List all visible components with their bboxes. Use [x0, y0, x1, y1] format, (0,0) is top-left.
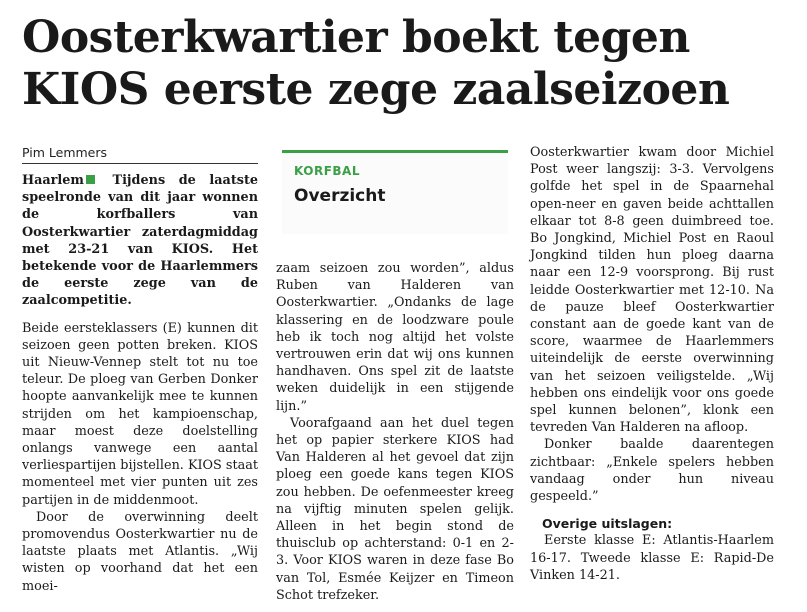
headline-line-1: Oosterkwartier boekt tegen: [22, 12, 690, 63]
results-text: Eerste klasse E: Atlantis-Haarlem 16-17. Tweede klasse E: Rapid-De Vinken 14-21.: [530, 533, 774, 583]
headline-line-2: KIOS eerste zege zaalseizoen: [22, 64, 730, 115]
lead-place: Haarlem: [22, 173, 84, 188]
body-paragraph: Door de overwinning deelt promovendus Oosterkwartier nu de laatste plaats met Atlantis. „Wij wisten op voorhand dat het een moei-: [22, 509, 258, 594]
category-box-rule: [282, 150, 508, 153]
body-paragraph: Beide eersteklassers (E) kunnen dit seizoen geen potten breken. KIOS uit Nieuw-Vennep stelt tot nu toe teleur. De ploeg van Gerben Donker hoopte aanvankelijk mee te kunnen strijden om het kampioenschap, maar moest deze doelstelling onlangs vanwege een aantal verliespartijen bijstellen. KIOS staat momenteel met vier punten uit zes partijen in de middenmoot.: [22, 320, 258, 508]
article-column-1: [22, 172, 258, 595]
category-box: [282, 150, 508, 234]
body-paragraph: Oosterkwartier kwam door Michiel Post weer langszij: 3-3. Vervolgens golfde het spel in de Spaarnehal open-neer en gaven beide achttallen elkaar tot 8-8 geen duimbreed toe. Bo Jongkind, Michiel Post en Raoul Jongkind tilden hun ploeg daarna naar een 12-9 voorsprong. Bij rust leidde Oosterkwartier met 12-10. Na de pauze bleef Oosterkwartier constant aan de goede kant van de score, waarmee de Haarlemmers uiteindelijk de eerste overwinning van het seizoen veiligstelde. „Wij hebben ons eindelijk voor ons goede spel kunnen belonen”, klonk een tevreden Van Halderen na afloop.: [530, 145, 774, 436]
article-column-3: [530, 144, 774, 584]
article-column-2: [276, 260, 514, 604]
lead-paragraph: [22, 172, 258, 310]
byline: Pim Lemmers: [22, 145, 108, 160]
headline: [22, 12, 729, 116]
results-title: Overige uitslagen:: [542, 516, 673, 532]
byline-divider: [22, 163, 258, 164]
category-title: Overzicht: [294, 186, 386, 206]
green-square-icon: [86, 175, 95, 184]
body-paragraph: Donker baalde daarentegen zichtbaar: „Enkele spelers hebben vandaag onder hun niveau gespeeld.”: [530, 437, 774, 505]
lead-text: Tijdens de laatste speelronde van dit jaar wonnen de korfballers van Oosterkwartier zaterdagmiddag met 23-21 van KIOS. Het betekende voor de Haarlemmers de eerste zege van de zaalcompetitie.: [22, 173, 258, 309]
category-kicker: KORFBAL: [294, 164, 360, 178]
body-paragraph: Voorafgaand aan het duel tegen het op papier sterkere KIOS had Van Halderen al het gevoel dat zijn ploeg een goede kans tegen KIOS zou hebben. De oefenmeester kreeg na vijftig minuten spelen gelijk. Alleen in het begin stond de thuisclub op achterstand: 0-1 en 2-3. Voor KIOS waren in deze fase Bo van Tol, Esmée Keijzer en Timeon Schot trefzeker.: [276, 415, 514, 603]
body-paragraph: zaam seizoen zou worden”, aldus Ruben van Halderen van Oosterkwartier. „Ondanks de lage klassering en de loodzware poule heb ik toch nog altijd het volste vertrouwen erin dat wij ons kunnen handhaven. Ons spel zit de laatste weken duidelijk in een stijgende lijn.”: [276, 261, 514, 414]
